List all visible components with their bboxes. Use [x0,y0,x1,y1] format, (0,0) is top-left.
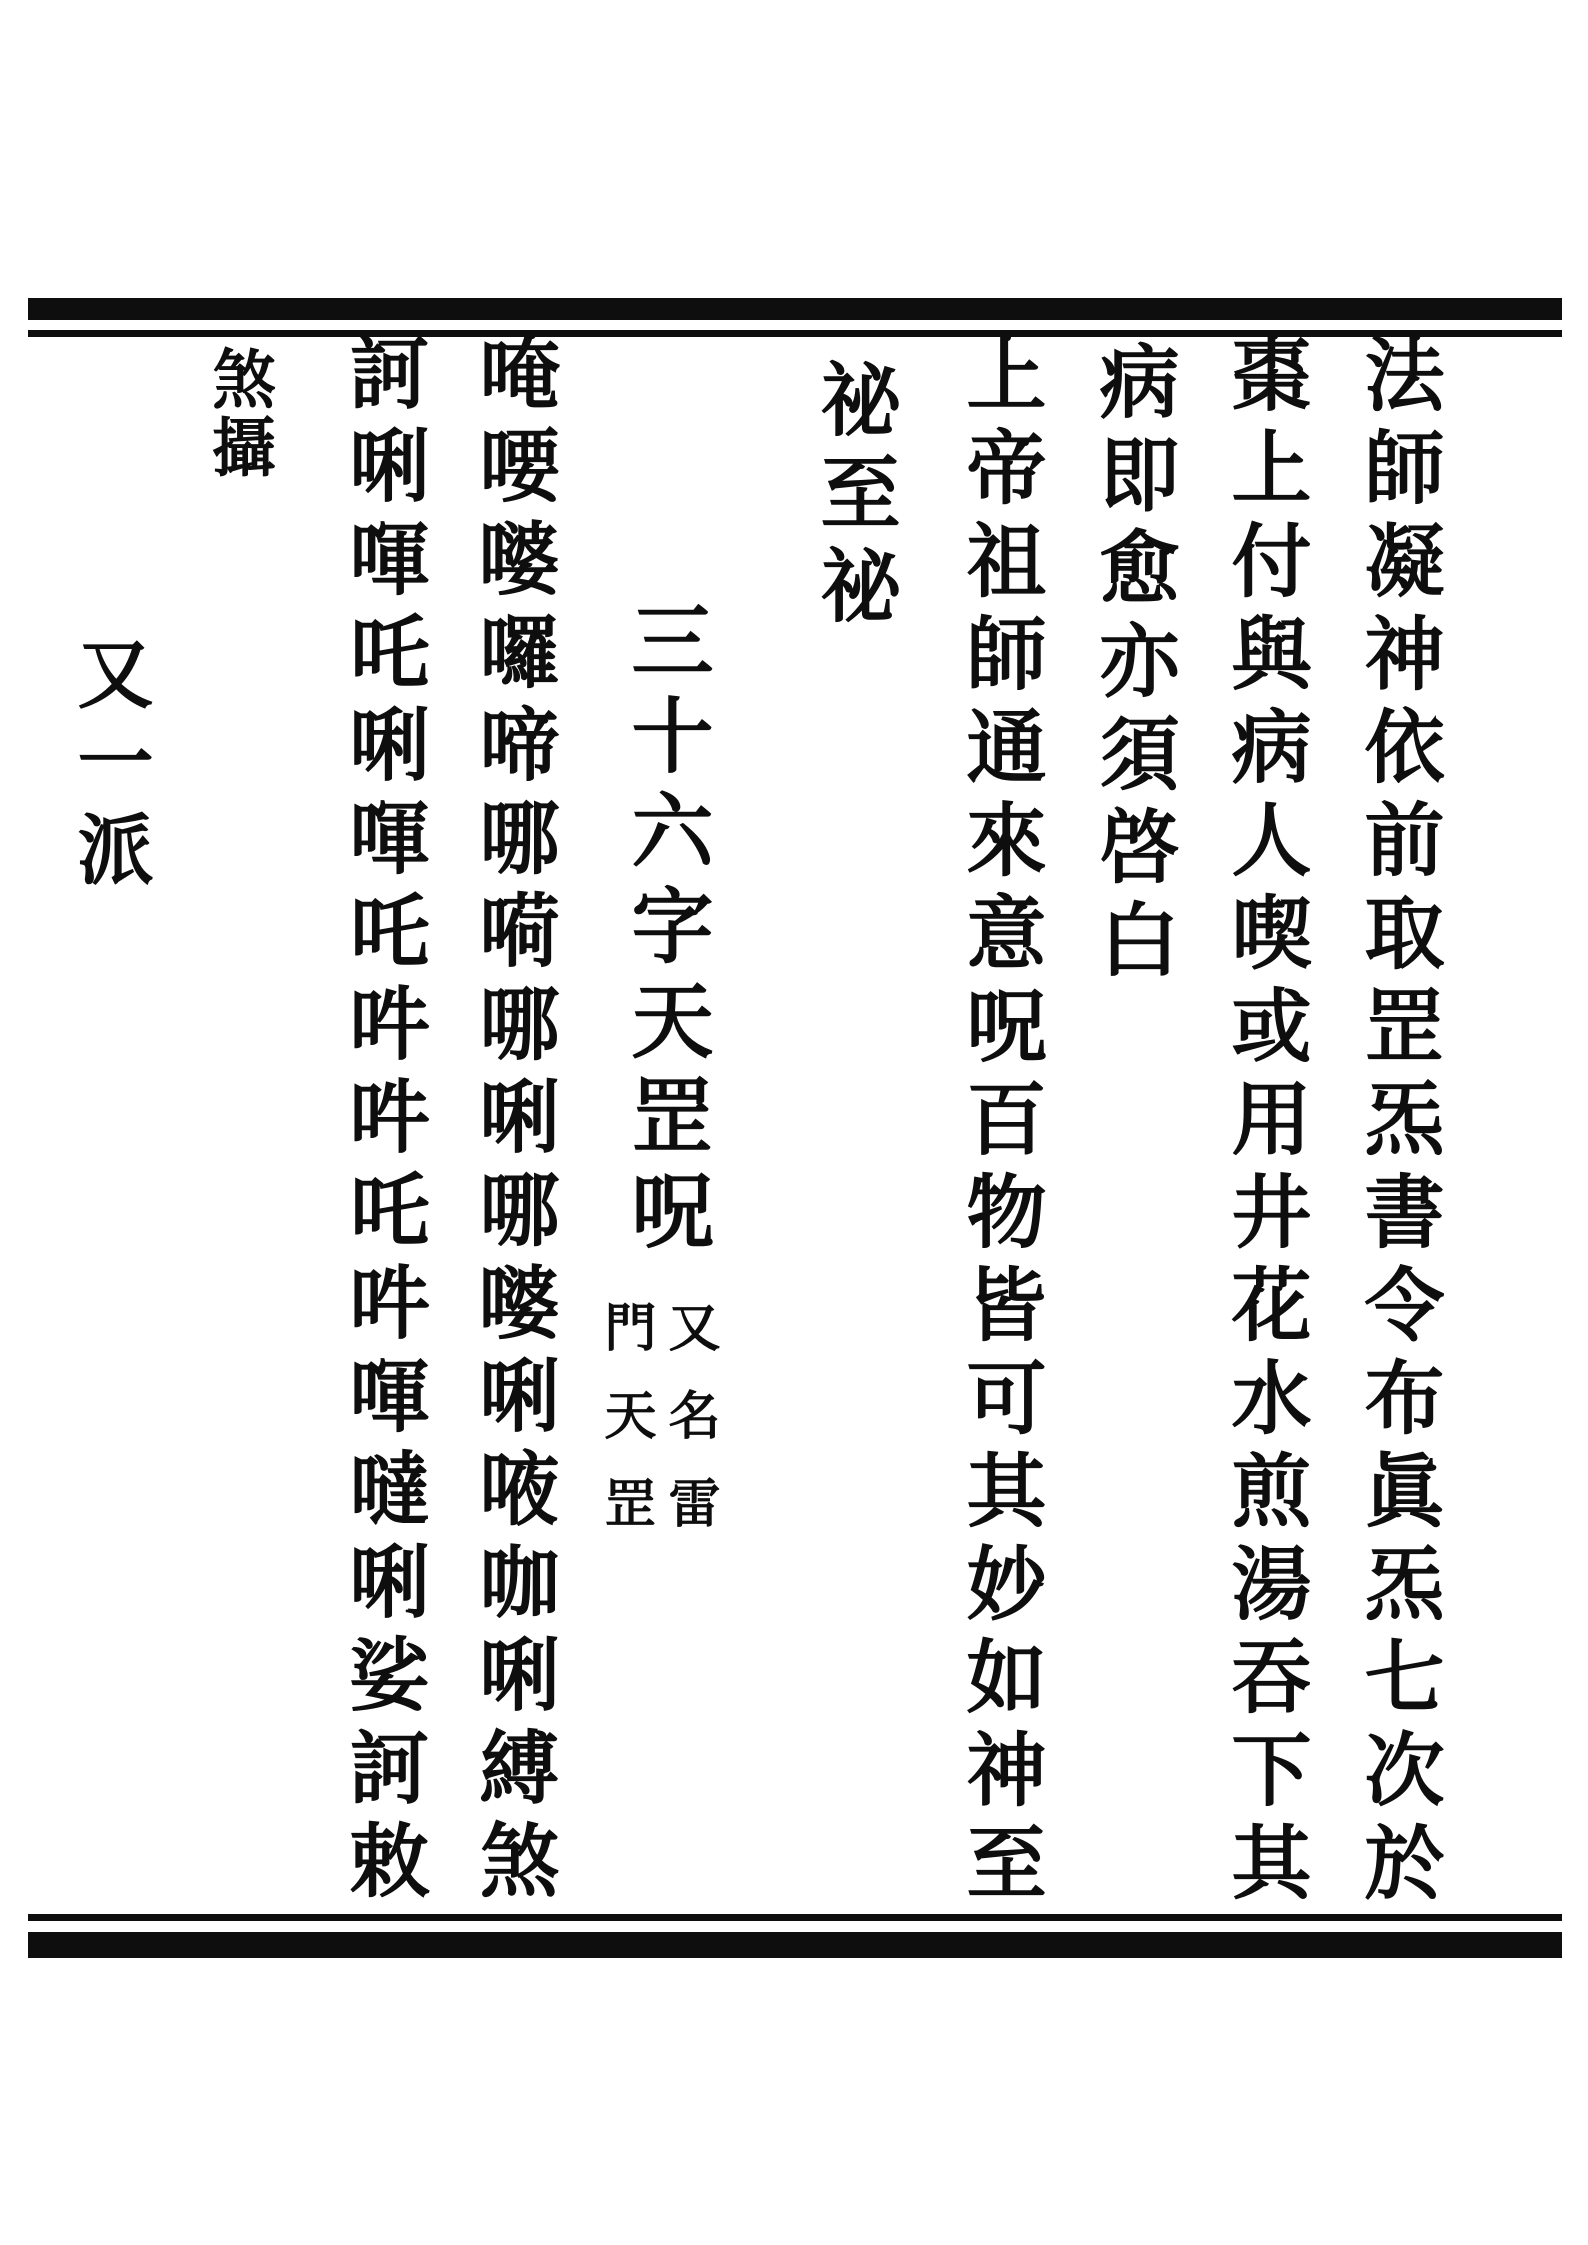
text-column-3: 病即愈亦須啓白 [1087,340,1175,991]
title-annotation-left: 門天罡 [596,1300,653,1564]
top-border-thick-rule [28,298,1562,320]
text-column-1: 法師凝神依前取罡炁書令布眞炁七次於 [1352,333,1440,1914]
text-column-5: 祕至祕 [808,358,896,637]
mantra-column-1: 唵喓嘙囉啼哪嗬哪唎哪嘙唎㖡咖唎縛煞 [467,331,555,1912]
text-column-2: 棗上付與病人喫或用井花水煎湯吞下其 [1219,333,1307,1914]
mantra-column-tail: 煞攝 [203,346,274,482]
bottom-border-thin-rule [28,1914,1562,1921]
trailing-lineage-note: 又一派 [66,634,150,898]
text-column-4: 上帝祖師通來意呪百物皆可其妙如神至 [954,333,1042,1914]
section-title: 三十六字天罡呪 [620,598,711,1263]
mantra-column-2: 訶唎喗吒唎喗吒吽吽吒吽喗噠唎娑訶敕 [337,331,425,1912]
title-annotation-right: 又名雷 [660,1300,717,1564]
top-border-thin-rule [28,330,1562,337]
bottom-border-thick-rule [28,1932,1562,1958]
